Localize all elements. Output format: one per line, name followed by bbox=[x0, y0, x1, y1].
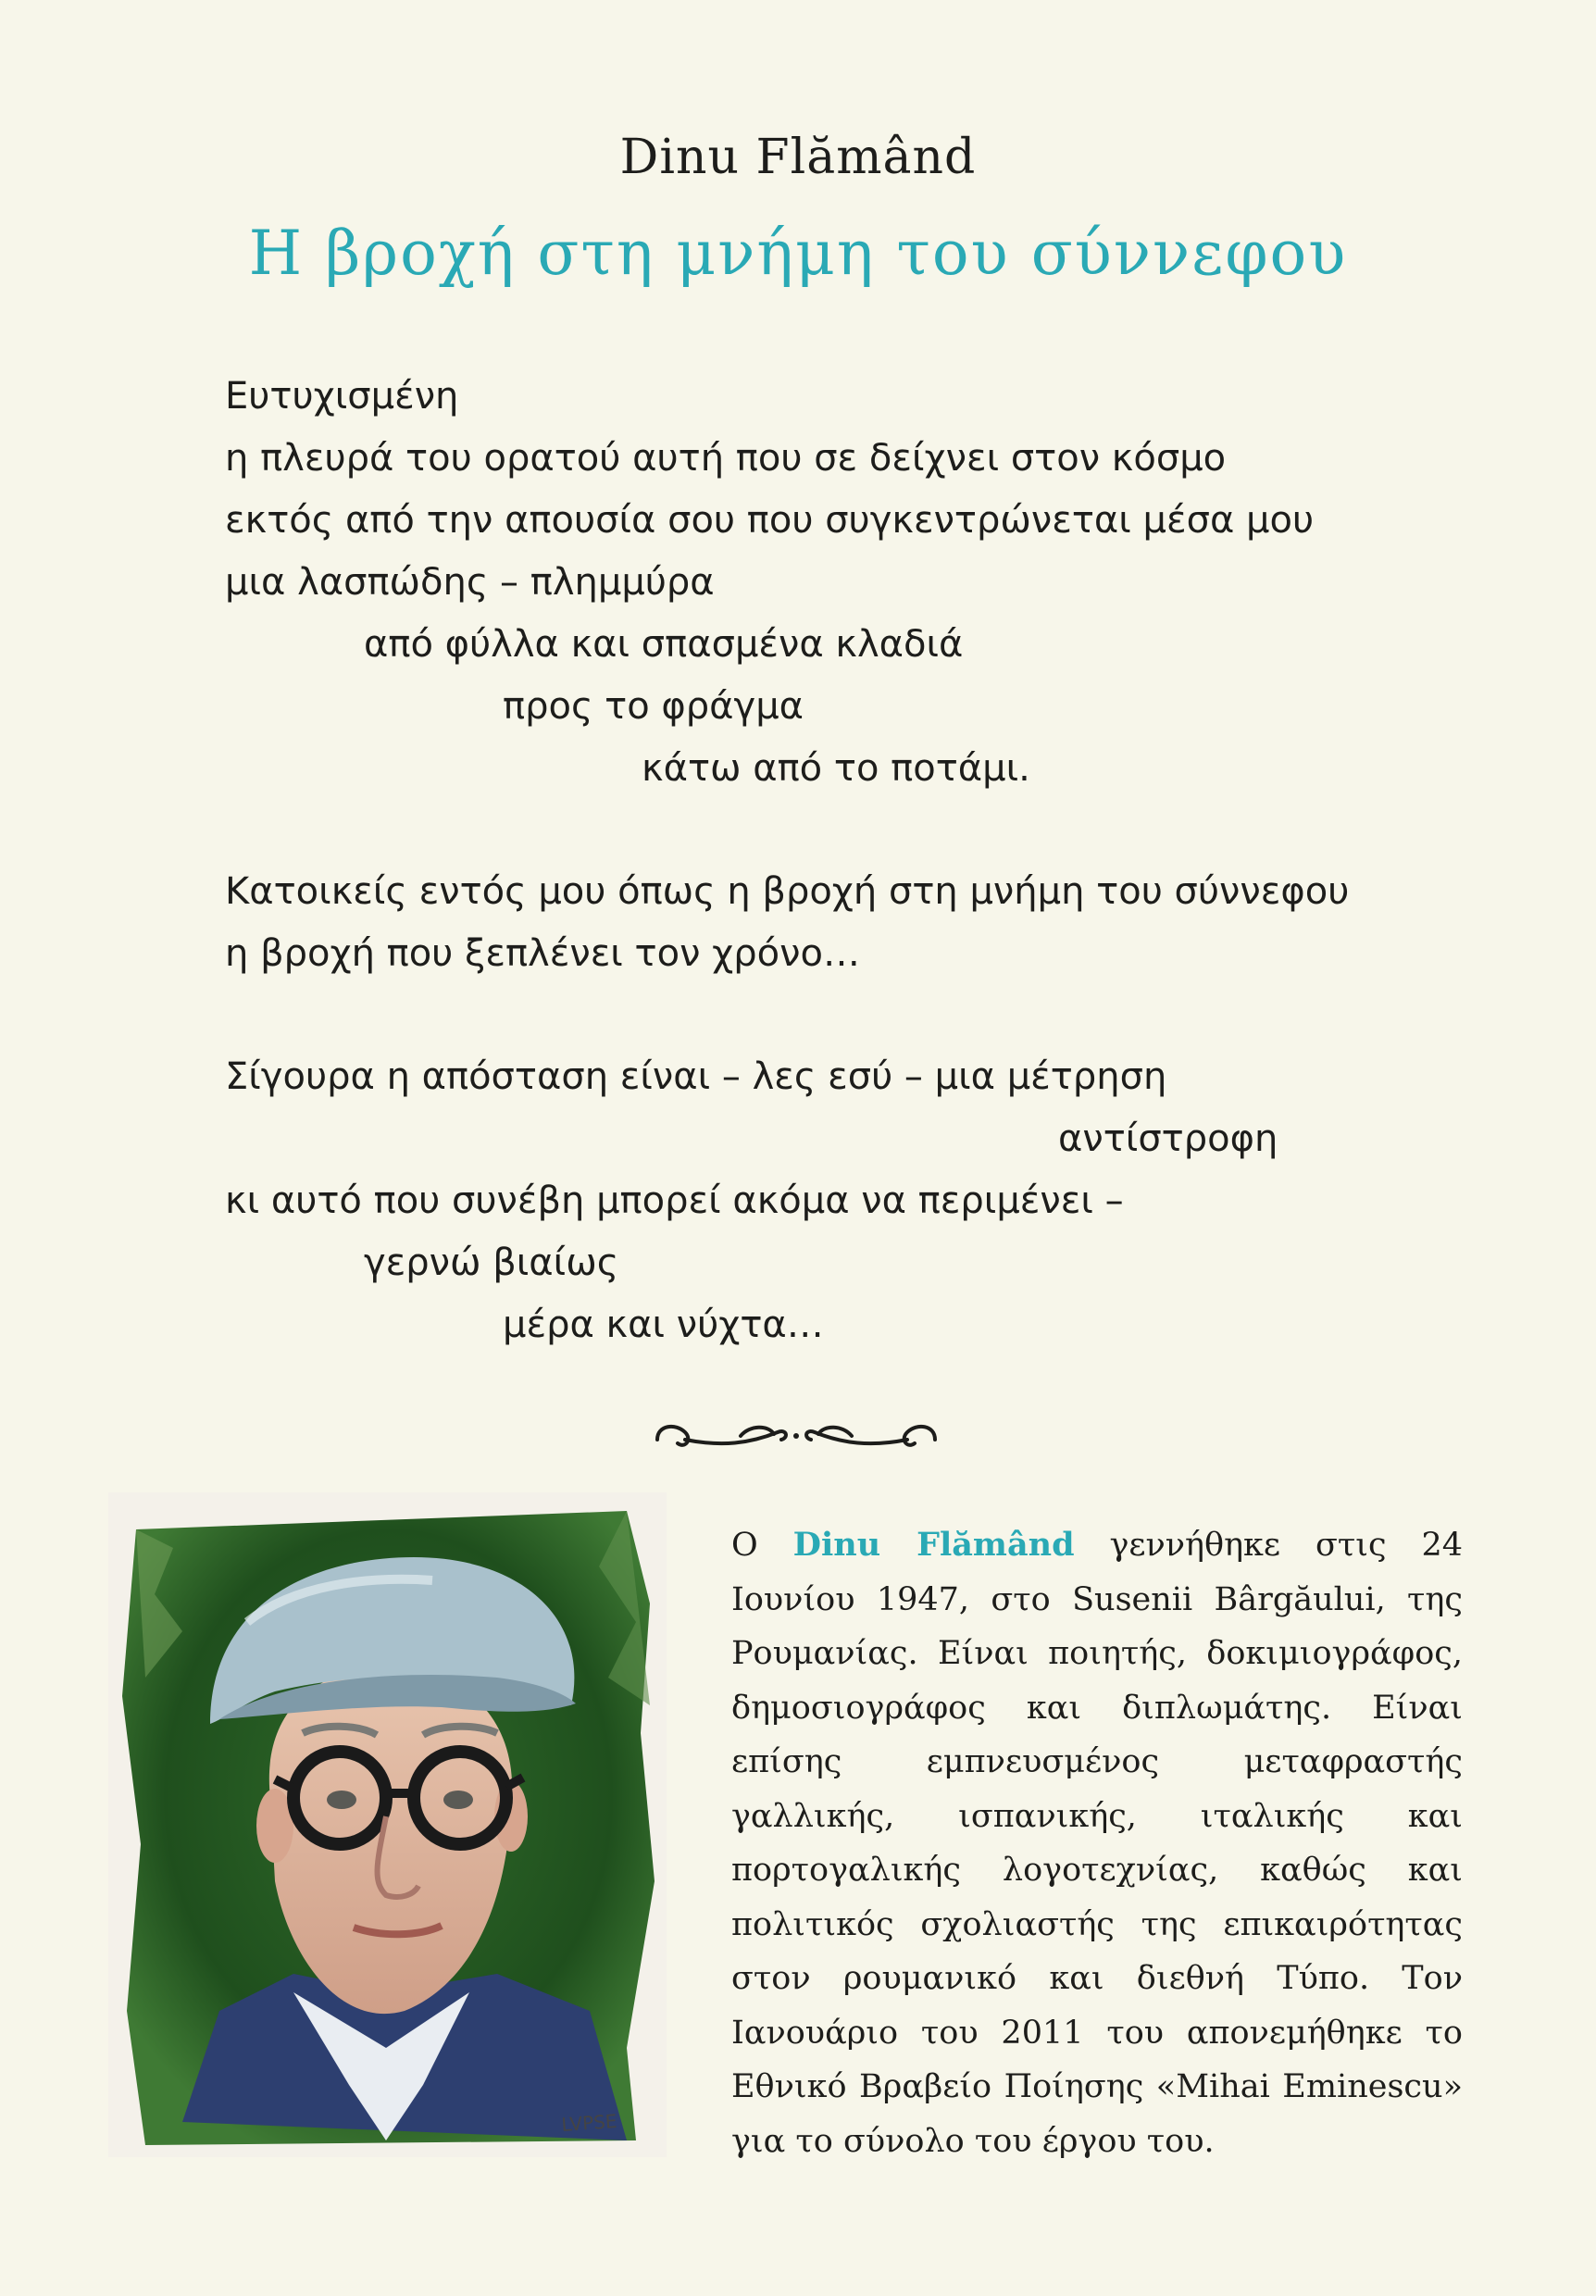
author-name: Dinu Flămând bbox=[619, 130, 977, 185]
poem-line: η βροχή που ξεπλένει τον χρόνο… bbox=[225, 932, 860, 975]
poem-line: μια λασπώδης – πλημμύρα bbox=[225, 561, 715, 604]
poem-line: μέρα και νύχτα… bbox=[503, 1304, 824, 1346]
poem-line: Κατοικείς εντός μου όπως η βροχή στη μνήμη του σύννεφου bbox=[225, 870, 1350, 913]
poem-line: κι αυτό που συνέβη μπορεί ακόμα να περιμένει – bbox=[225, 1179, 1124, 1222]
poem-title: Η βροχή στη μνήμη του σύννεφου bbox=[248, 218, 1348, 289]
poem-line: κάτω από το ποτάμι. bbox=[642, 747, 1030, 790]
poem-line: γερνώ βιαίως bbox=[364, 1242, 619, 1284]
bio-text: γεννήθηκε στις 24 Ιουνίου 1947, στο Susenii Bârgăului, της Ρουμανίας. Είναι ποιητής, δοκιμιογράφος, δημοσιογράφος και διπλωμάτης. Είναι επίσης εμπνευσμένος μεταφραστής γαλλικής, ισπανικής, ιταλικής και πορτογαλικής λογοτεχνίας, καθώς και πολιτικός σχολιαστής της επικαιρότητας στον ρουμανικό και διεθνή Τύπο. Τον Ιανουάριο του 2011 του απονεμήθηκε το Εθνικό Βραβείο Ποίησης «Mihai Eminescu» για το σύνολο του έργου του. bbox=[731, 1527, 1463, 2160]
poem-line: αντίστροφη bbox=[1058, 1117, 1278, 1160]
poem-line: προς το φράγμα bbox=[503, 685, 804, 728]
poem-line: Ευτυχισμένη bbox=[225, 375, 459, 418]
stanza-break bbox=[225, 985, 1428, 1046]
poem-line: από φύλλα και σπασμένα κλαδιά bbox=[364, 623, 964, 666]
poem-line: εκτός από την απουσία σου που συγκεντρώνεται μέσα μου bbox=[225, 499, 1315, 542]
portrait-signature: LVPSE bbox=[560, 2109, 618, 2136]
ornament-divider-icon bbox=[648, 1412, 944, 1458]
author-portrait-painting bbox=[108, 1492, 667, 2157]
poem-line: Σίγουρα η απόσταση είναι – λες εσύ – μια μέτρηση bbox=[225, 1055, 1167, 1098]
poem-body bbox=[225, 366, 1428, 1356]
stanza-break bbox=[225, 800, 1428, 861]
poem-line: η πλευρά του ορατού αυτή που σε δείχνει στον κόσμο bbox=[225, 437, 1227, 480]
author-biography bbox=[731, 1518, 1463, 2168]
bio-prefix: Ο bbox=[731, 1527, 793, 1564]
bio-author-name: Dinu Flămând bbox=[792, 1526, 1075, 1564]
